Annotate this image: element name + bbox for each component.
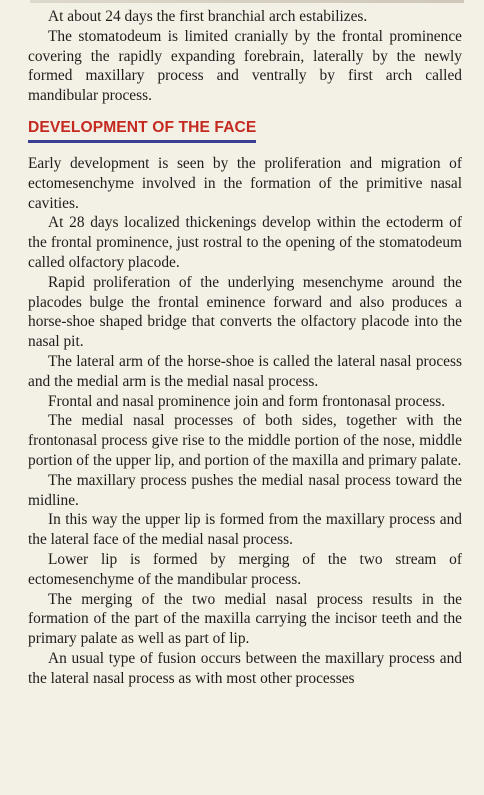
body-paragraph-10: The merging of the two medial nasal process results in the formation of the part of the maxilla carrying the incisor teeth and the primary palate as well as part of lip.	[28, 590, 462, 648]
body-paragraph-7: The maxillary process pushes the medial nasal process toward the midline.	[28, 471, 462, 509]
body-paragraph-5: Frontal and nasal prominence join and form frontonasal process.	[48, 392, 446, 410]
intro-paragraph-2: The stomatodeum is limited cranially by the frontal prominence covering the rapidly expanding forebrain, laterally by the newly formed maxillary process and ventrally by first arch called mandibular process.	[28, 27, 462, 105]
body-paragraph-3: Rapid proliferation of the underlying mesenchyme around the placodes bulge the frontal eminence forward and also produces a horse-shoe shaped bridge that converts the olfactory placode into the nasal pit.	[28, 273, 462, 351]
section-heading-container	[28, 119, 462, 143]
body-paragraph-1: Early development is seen by the proliferation and migration of ectomesenchyme involved in the formation of the primitive nasal cavities.	[28, 154, 462, 212]
body-paragraph-8: In this way the upper lip is formed from the maxillary process and the lateral face of the medial nasal process.	[28, 511, 462, 549]
body-paragraph-4: The lateral arm of the horse-shoe is called the lateral nasal process and the medial arm is the medial nasal process.	[28, 352, 462, 390]
intro-paragraph-1: At about 24 days the first branchial arch estabilizes.	[48, 8, 368, 25]
section-heading: DEVELOPMENT OF THE FACE	[28, 119, 256, 143]
top-rule	[30, 0, 464, 3]
body-paragraph-11: An usual type of fusion occurs between the maxillary process and the lateral nasal process as with most other processes	[28, 649, 462, 687]
body-paragraph-9: Lower lip is formed by merging of the two stream of ectomesenchyme of the mandibular process.	[28, 550, 462, 588]
body-paragraph-2: At 28 days localized thickenings develop within the ectoderm of the frontal prominence, just rostral to the opening of the stomatodeum called olfactory placode.	[28, 214, 462, 271]
body-paragraph-6: The medial nasal processes of both sides, together with the frontonasal process give rise to the middle portion of the nose, middle portion of the upper lip, and portion of the maxilla and primary palate.	[28, 412, 462, 469]
